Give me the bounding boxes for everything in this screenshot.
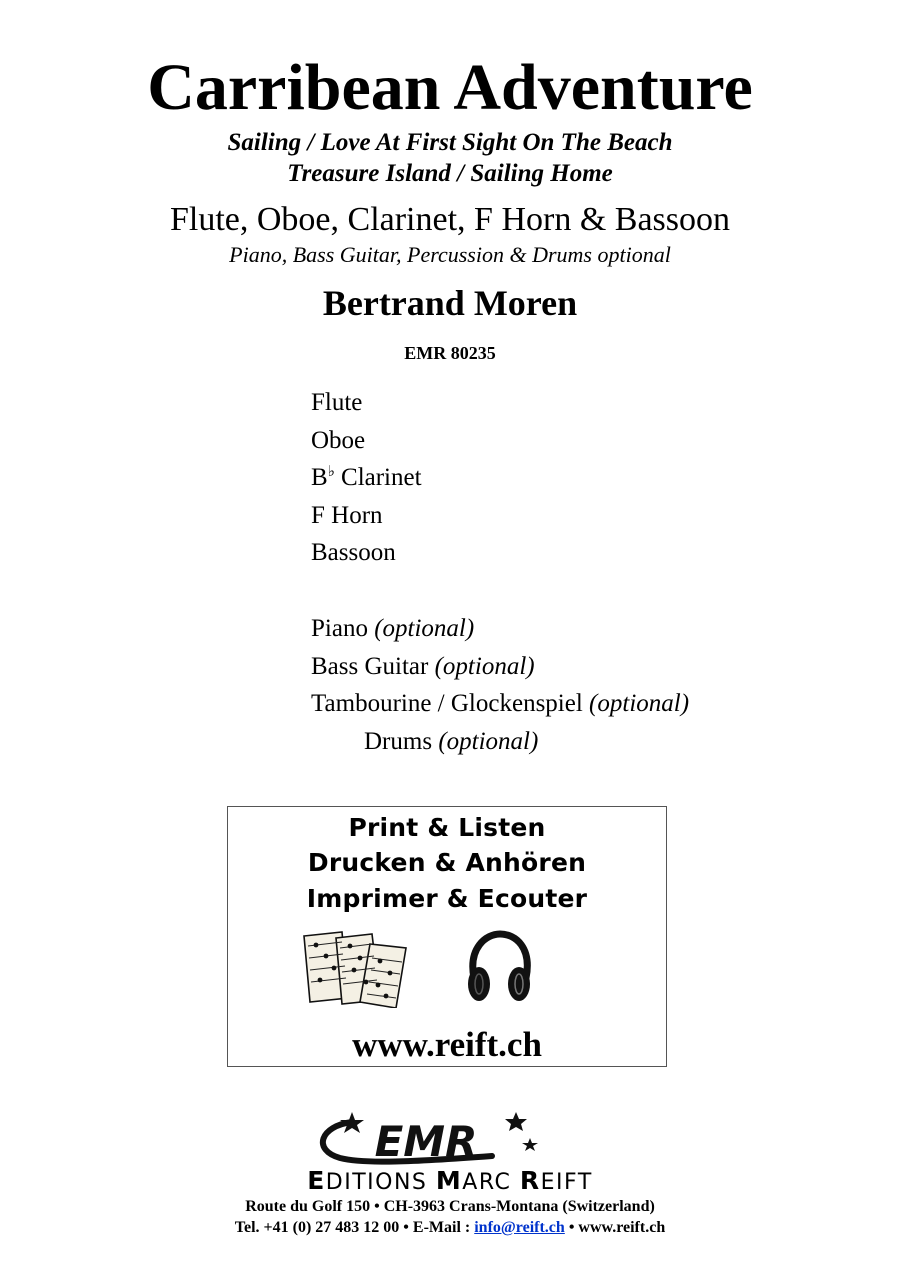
part-flute: Flute: [311, 389, 363, 416]
sheet-music-icon: [300, 928, 412, 1008]
emr-logo-text: EMR: [374, 1117, 478, 1166]
emr-logo: [312, 1110, 544, 1168]
composer-name: Bertrand Moren: [322, 283, 578, 323]
part-oboe: Oboe: [311, 427, 366, 454]
promo-line-fr: Imprimer & Ecouter: [306, 884, 588, 913]
part-bass-guitar: Bass Guitar (optional): [311, 653, 535, 680]
part-clarinet: B♭ Clarinet: [311, 464, 422, 491]
instrumentation: Flute, Oboe, Clarinet, F Horn & Bassoon: [169, 201, 731, 238]
print-listen-box: [227, 806, 667, 1067]
promo-url[interactable]: www.reift.ch: [352, 1025, 542, 1064]
publisher-address: Route du Golf 150 • CH-3963 Crans-Montana (Switzerland): [245, 1198, 655, 1215]
subtitle-line-2: Treasure Island / Sailing Home: [287, 160, 613, 187]
optional-instrumentation: Piano, Bass Guitar, Percussion & Drums optional: [229, 242, 671, 267]
promo-line-de: Drucken & Anhören: [307, 848, 587, 877]
part-f-horn: F Horn: [311, 502, 383, 529]
promo-line-en: Print & Listen: [348, 813, 546, 842]
page-title: Carribean Adventure: [147, 51, 753, 124]
part-drums: Drums (optional): [364, 728, 539, 755]
subtitle-line-1: Sailing / Love At First Sight On The Beach: [227, 129, 673, 156]
headphones-icon: [464, 930, 534, 1008]
part-bassoon: Bassoon: [311, 539, 396, 566]
flat-sign: ♭: [327, 464, 335, 480]
publisher-name: EDITIONS MARC REIFT: [307, 1166, 593, 1195]
publisher-contact: Tel. +41 (0) 27 483 12 00 • E-Mail : info@reift.ch • www.reift.ch: [234, 1219, 666, 1236]
part-piano: Piano (optional): [311, 615, 475, 642]
catalog-number: EMR 80235: [404, 343, 496, 363]
part-tambourine-glockenspiel: Tambourine / Glockenspiel (optional): [311, 690, 690, 717]
email-link[interactable]: info@reift.ch: [474, 1219, 565, 1236]
